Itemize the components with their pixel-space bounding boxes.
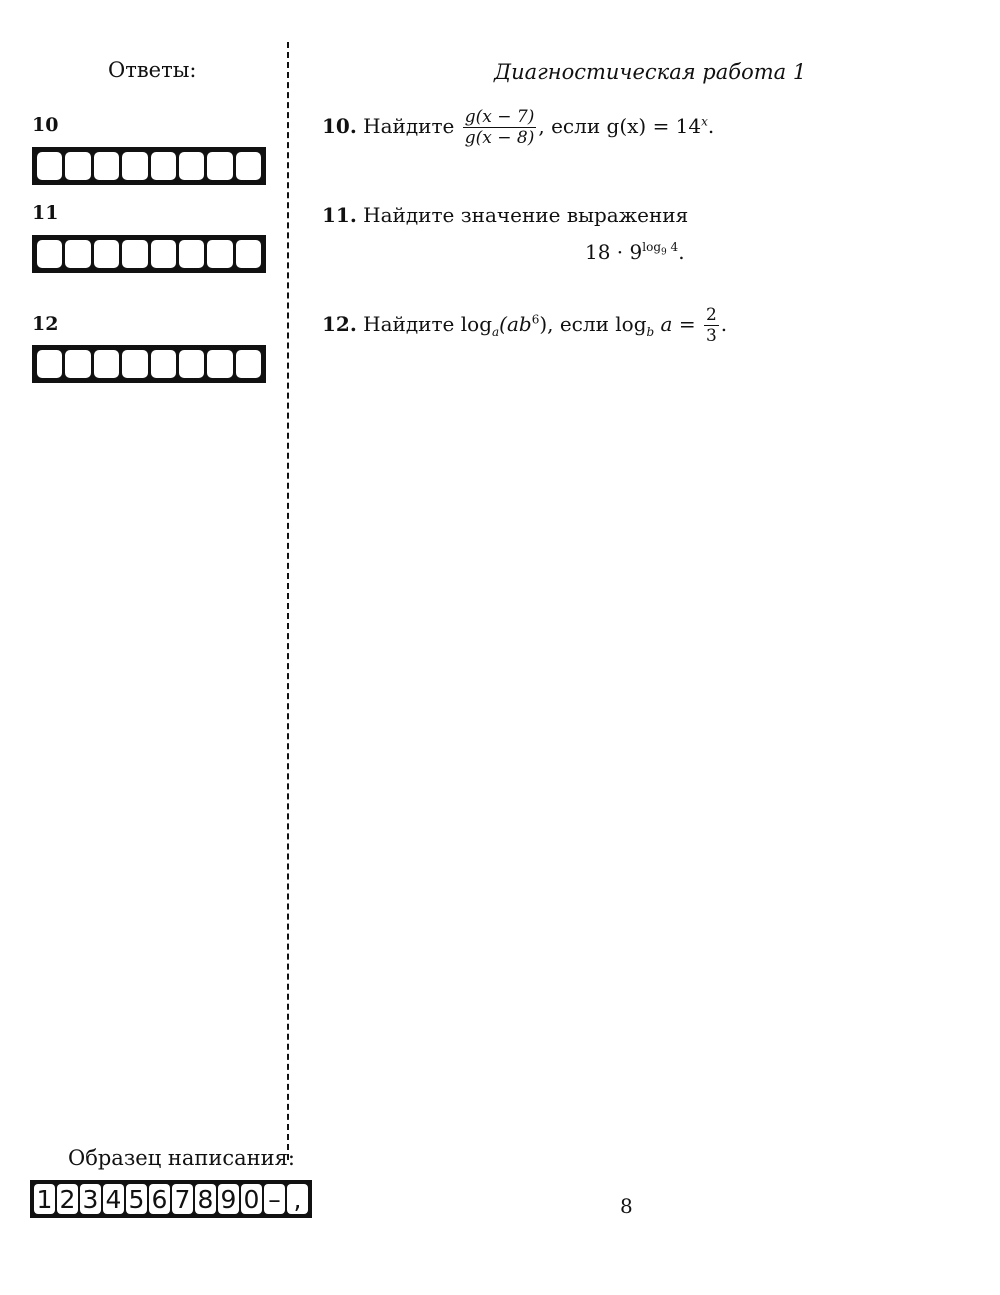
sample-char: 7 (172, 1184, 193, 1214)
sample-char: – (264, 1184, 285, 1214)
problem-11 (322, 203, 688, 227)
exponent: x (701, 114, 708, 129)
expr-part: a = (654, 312, 696, 336)
log-label: log (642, 240, 661, 255)
fraction (704, 305, 719, 346)
problem-text: Найдите log (363, 312, 492, 336)
log-base: 9 (661, 247, 667, 258)
answer-label-10: 10 (32, 114, 59, 136)
expr-part: (ab (499, 312, 532, 336)
problem-number: 12. (322, 312, 357, 336)
page-header-title: Диагностическая работа 1 (494, 60, 807, 84)
problem-10 (322, 107, 714, 148)
answer-label-11: 11 (32, 202, 59, 224)
answer-label-12: 12 (32, 313, 59, 335)
sample-char: 6 (149, 1184, 170, 1214)
fraction-denominator: g(x − 8) (464, 128, 535, 148)
log-subscript-a: a (492, 325, 500, 339)
exponent-6: 6 (531, 312, 540, 327)
problem-12 (322, 305, 727, 346)
fraction-denominator: 3 (705, 326, 717, 346)
problem-text: Найдите (363, 114, 455, 138)
problem-11-expression (585, 240, 685, 264)
log-argument: 4 (666, 240, 679, 255)
period: . (720, 312, 728, 336)
expr-part: ), если log (539, 312, 647, 336)
expression-base: 18 · 9 (585, 240, 643, 264)
answer-box-12[interactable] (32, 345, 266, 383)
fraction-numerator: 2 (705, 305, 717, 325)
sample-label: Образец написания: (68, 1146, 295, 1170)
answer-box-10[interactable] (32, 147, 266, 185)
fraction-numerator: g(x − 7) (464, 107, 535, 127)
sample-char: 2 (57, 1184, 78, 1214)
page-number: 8 (620, 1194, 633, 1218)
sample-char: 0 (241, 1184, 262, 1214)
sample-char: 4 (103, 1184, 124, 1214)
sample-char: 1 (34, 1184, 55, 1214)
sample-char: 9 (218, 1184, 239, 1214)
sample-char: , (287, 1184, 308, 1214)
answers-title: Ответы: (108, 58, 197, 82)
sample-digits-strip (30, 1180, 312, 1218)
sample-char: 3 (80, 1184, 101, 1214)
problem-number: 10. (322, 114, 357, 138)
answer-box-11[interactable] (32, 235, 266, 273)
fraction (463, 107, 537, 148)
problem-number: 11. (322, 203, 357, 227)
dashed-divider (287, 42, 289, 1160)
problem-tail: , если g(x) = 14 (538, 114, 702, 138)
period: . (707, 114, 715, 138)
log-subscript-b: b (646, 325, 655, 339)
sample-char: 8 (195, 1184, 216, 1214)
period: . (678, 240, 685, 264)
sample-char: 5 (126, 1184, 147, 1214)
problem-text: Найдите значение выражения (363, 203, 689, 227)
